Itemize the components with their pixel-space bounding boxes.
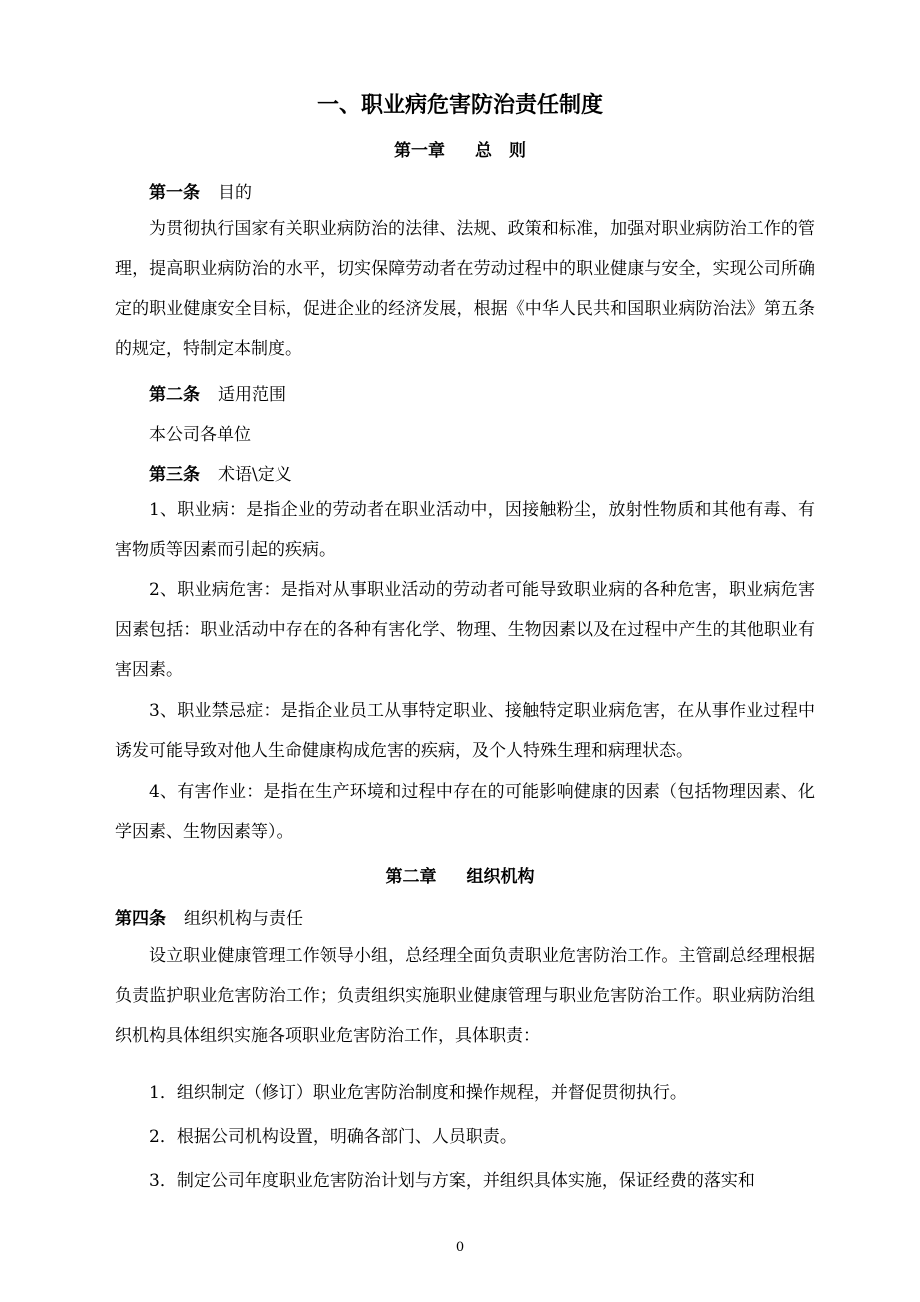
article-1-paragraph: 为贯彻执行国家有关职业病防治的法律、法规、政策和标准，加强对职业病防治工作的管理，提高职业病防治的水平，切实保障劳动者在劳动过程中的职业健康与安全，实现公司所确定的职业健康安全目标，促进企业的经济发展，根据《中华人民共和国职业病防治法》第五条的规定，特制定本制度。 bbox=[115, 219, 815, 359]
article-2-number: 第二条 bbox=[149, 385, 200, 405]
chapter-1-heading bbox=[0, 136, 920, 161]
article-1-heading bbox=[149, 178, 252, 203]
article-1-name: 目的 bbox=[218, 183, 252, 203]
article-4-name: 组织机构与责任 bbox=[184, 909, 303, 929]
article-2-paragraph: 本公司各单位 bbox=[149, 425, 251, 445]
article-4-number: 第四条 bbox=[115, 909, 166, 929]
chapter-1-label: 第一章 bbox=[394, 141, 445, 161]
article-3-heading bbox=[149, 460, 292, 485]
chapter-2-name: 组织机构 bbox=[466, 867, 535, 887]
article-4-heading bbox=[115, 904, 303, 929]
duty-item-2: 2．根据公司机构设置，明确各部门、人员职责。 bbox=[149, 1127, 517, 1147]
document-title: 一、职业病危害防治责任制度 bbox=[316, 93, 603, 118]
chapter-2-heading bbox=[0, 862, 920, 887]
chapter-2-label: 第二章 bbox=[385, 867, 437, 887]
article-2-name: 适用范围 bbox=[218, 385, 286, 405]
definition-3: 3、职业禁忌症：是指企业员工从事特定职业、接触特定职业病危害，在从事作业过程中诱发可能导致对他人生命健康构成危害的疾病，及个人特殊生理和病理状态。 bbox=[115, 701, 815, 761]
page-number: 0 bbox=[455, 1240, 465, 1255]
chapter-1-name: 总 则 bbox=[475, 141, 526, 161]
article-2-heading bbox=[149, 380, 286, 405]
definition-1: 1、职业病：是指企业的劳动者在职业活动中，因接触粉尘，放射性物质和其他有毒、有害物质等因素而引起的疾病。 bbox=[115, 500, 815, 560]
definition-2: 2、职业病危害：是指对从事职业活动的劳动者可能导致职业病的各种危害，职业病危害因素包括：职业活动中存在的各种有害化学、物理、生物因素以及在过程中产生的其他职业有害因素。 bbox=[115, 580, 815, 680]
definition-4: 4、有害作业：是指在生产环境和过程中存在的可能影响健康的因素（包括物理因素、化学因素、生物因素等）。 bbox=[115, 782, 815, 842]
article-1-number: 第一条 bbox=[149, 183, 200, 203]
article-4-paragraph: 设立职业健康管理工作领导小组，总经理全面负责职业危害防治工作。主管副总经理根据负责监护职业危害防治工作；负责组织实施职业健康管理与职业危害防治工作。职业病防治组织机构具体组织实施各项职业危害防治工作，具体职责： bbox=[115, 946, 815, 1046]
article-3-number: 第三条 bbox=[149, 465, 200, 485]
duty-item-1: 1．组织制定（修订）职业危害防治制度和操作规程，并督促贯彻执行。 bbox=[149, 1083, 687, 1103]
article-3-name: 术语\定义 bbox=[218, 465, 292, 485]
duty-item-3: 3．制定公司年度职业危害防治计划与方案，并组织具体实施，保证经费的落实和 bbox=[149, 1171, 755, 1191]
